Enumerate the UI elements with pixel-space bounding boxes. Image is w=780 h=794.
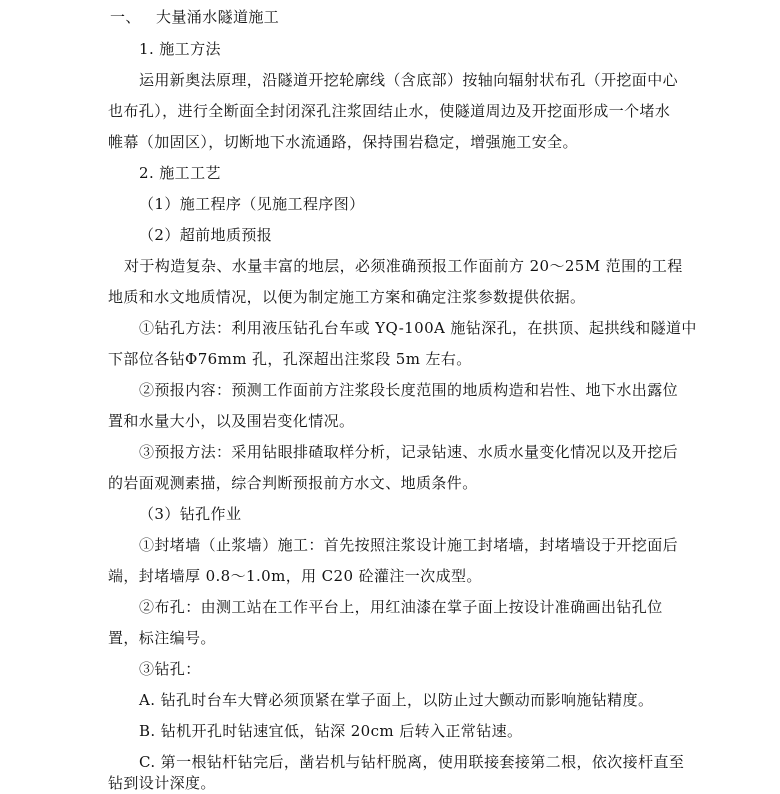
list-item-c: C. 第一根钻杆钻完后，凿岩机与钻杆脱离，使用联接套接第二根，依次接杆直至: [139, 753, 685, 771]
paragraph-line: 钻到设计深度。: [108, 774, 216, 792]
item-procedure: （1）施工程序（见施工程序图）: [139, 195, 365, 213]
paragraph-line: 端，封堵墙厚 0.8～1.0m，用 C20 砼灌注一次成型。: [108, 567, 482, 585]
paragraph-line: 下部位各钻Φ76mm 孔，孔深超出注浆段 5m 左右。: [108, 350, 472, 368]
item-drilling-work: （3）钻孔作业: [139, 505, 242, 523]
paragraph-line: ②布孔：由测工站在工作平台上，用红油漆在掌子面上按设计准确画出钻孔位: [139, 598, 663, 616]
paragraph-line: 地质和水文地质情况，以便为制定施工方案和确定注浆参数提供依据。: [108, 288, 586, 306]
paragraph-line: ②预报内容：预测工作面前方注浆段长度范围的地质构造和岩性、地下水出露位: [139, 381, 679, 399]
paragraph-line: 运用新奥法原理，沿隧道开挖轮廓线（含底部）按轴向辐射状布孔（开挖面中心: [139, 71, 679, 89]
subheading-process: 2. 施工工艺: [139, 164, 221, 182]
paragraph-line: 也布孔），进行全断面全封闭深孔注浆固结止水，使隧道周边及开挖面形成一个堵水: [108, 102, 671, 120]
section-heading: [110, 6, 279, 28]
paragraph-line: ③预报方法：采用钻眼排碴取样分析，记录钻速、水质水量变化情况以及开挖后: [139, 443, 679, 461]
paragraph-line: 的岩面观测素描，综合判断预报前方水文、地质条件。: [108, 474, 478, 492]
item-geological-forecast: （2）超前地质预报: [139, 226, 273, 244]
paragraph-line: ①钻孔方法：利用液压钻孔台车或 YQ-100A 施钻深孔，在拱顶、起拱线和隧道中: [139, 319, 697, 337]
list-item-b: B. 钻机开孔时钻速宜低，钻深 20cm 后转入正常钻速。: [139, 722, 523, 740]
list-item-a: A. 钻孔时台车大臂必须顶紧在掌子面上，以防止过大颤动而影响施钻精度。: [139, 691, 654, 709]
paragraph-line: 帷幕（加固区），切断地下水流通路，保持围岩稳定，增强施工安全。: [108, 133, 578, 151]
section-number: 一、: [110, 8, 141, 26]
section-title: 大量涌水隧道施工: [156, 8, 280, 26]
item-drilling: ③钻孔：: [139, 660, 201, 678]
paragraph-line: ①封堵墙（止浆墙）施工：首先按照注浆设计施工封堵墙，封堵墙设于开挖面后: [139, 536, 679, 554]
subheading-method: 1. 施工方法: [139, 40, 221, 58]
paragraph-line: 置和水量大小，以及围岩变化情况。: [108, 412, 355, 430]
paragraph-line: 对于构造复杂、水量丰富的地层，必须准确预报工作面前方 20～25M 范围的工程: [124, 257, 683, 275]
paragraph-line: 置，标注编号。: [108, 629, 216, 647]
